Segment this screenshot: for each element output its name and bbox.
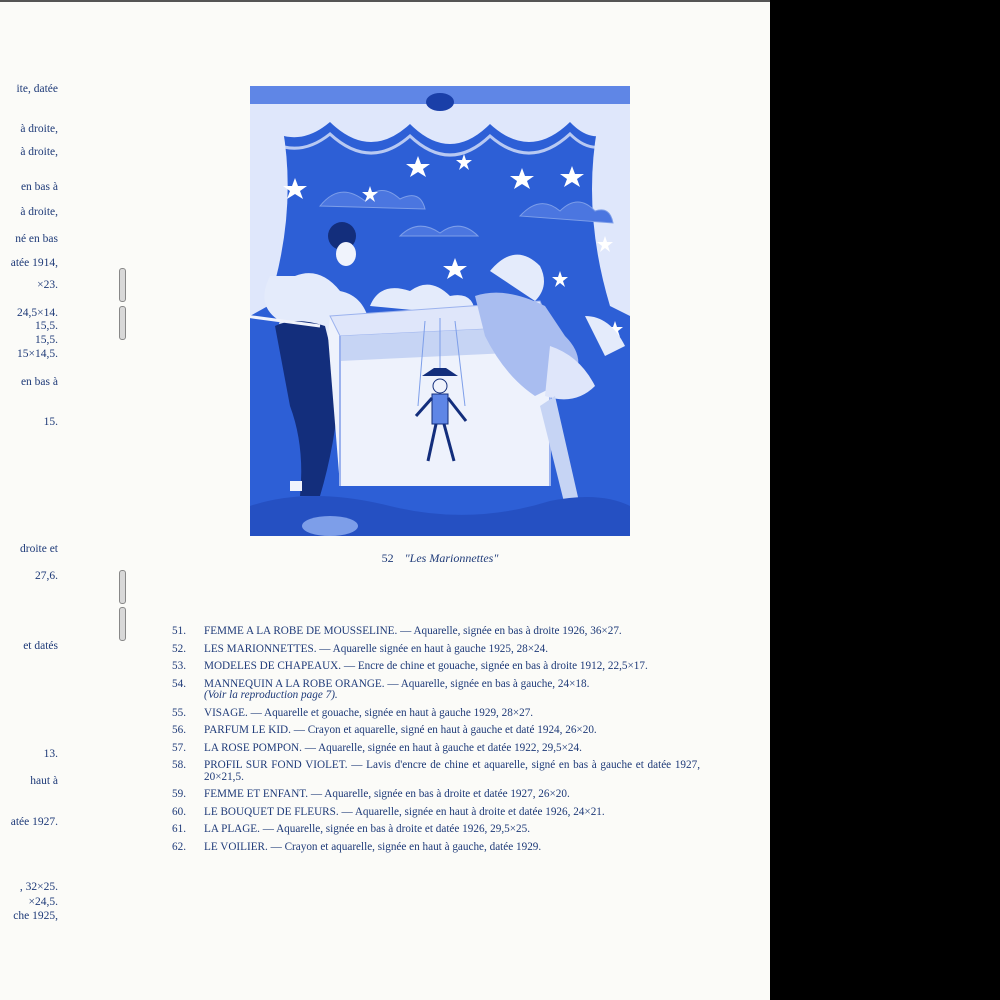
facing-page-fragment: 15,5. (35, 320, 58, 332)
facing-page-fragment: 15×14,5. (17, 348, 58, 360)
facing-page-fragment: 13. (43, 748, 58, 760)
facing-page-fragment: atée 1914, (10, 257, 58, 269)
catalogue-entry (172, 626, 700, 638)
entry-number: 59. (172, 788, 186, 800)
staple (119, 607, 126, 641)
entry-text (204, 789, 700, 801)
facing-page-fragment: , 32×25. (19, 881, 58, 893)
marionnettes-illustration (250, 86, 630, 536)
entry-text (204, 824, 700, 836)
entry-text (204, 626, 700, 638)
facing-page-fragment: ite, datée (16, 83, 58, 95)
entry-description: — Aquarelle signée en haut à gauche 1925, 28×24. (316, 642, 549, 655)
catalogue-entry (172, 760, 700, 783)
facing-page-text-fragments (0, 0, 70, 1000)
facing-page-fragment: 24,5×14. (17, 307, 58, 319)
facing-page-fragment: ×24,5. (28, 896, 58, 908)
facing-page-fragment: à droite, (20, 206, 58, 218)
entry-title: VISAGE. (204, 706, 248, 719)
catalogue-entry (172, 725, 700, 737)
entry-text (204, 725, 700, 737)
facing-page-fragment: et datés (23, 640, 58, 652)
entry-title: MODELES DE CHAPEAUX. (204, 660, 342, 672)
catalogue-entries (172, 626, 700, 859)
entry-number: 57. (172, 741, 186, 754)
catalogue-entry (172, 743, 700, 755)
entry-title: LA PLAGE. (204, 823, 260, 835)
catalogue-entry (172, 842, 700, 854)
entry-title: PROFIL SUR FOND VIOLET. (204, 759, 348, 771)
facing-page-fragment: ×23. (37, 279, 58, 291)
entry-number: 62. (172, 840, 186, 853)
facing-page-fragment: che 1925, (13, 910, 58, 922)
catalogue-entry (172, 807, 700, 819)
entry-title: LE BOUQUET DE FLEURS. (204, 805, 339, 818)
facing-page-fragment: né en bas (15, 233, 58, 245)
entry-text (204, 644, 700, 656)
entry-number: 53. (172, 660, 186, 672)
facing-page-fragment: 15. (43, 416, 58, 428)
facing-page-fragment: 15,5. (35, 334, 58, 346)
entry-number: 55. (172, 706, 186, 719)
entry-number: 56. (172, 724, 186, 736)
facing-page-fragment: droite et (20, 543, 58, 555)
entry-description: — Crayon et aquarelle, signé en haut à gauche et daté 1924, 26×20. (290, 724, 597, 736)
entry-description: — Aquarelle, signée en bas à droite 1926, 36×27. (397, 625, 622, 637)
catalogue-entry (172, 824, 700, 836)
facing-page-fragment: haut à (30, 775, 58, 787)
entry-number: 54. (172, 677, 186, 690)
entry-title: LES MARIONNETTES. (204, 642, 317, 655)
entry-description: — Aquarelle, signée en bas à droite et datée 1926, 29,5×25. (259, 823, 531, 835)
entry-description: — Aquarelle, signée en bas à gauche, 24×18. (384, 677, 590, 690)
entry-text (204, 708, 700, 720)
page-top-edge (0, 0, 770, 2)
entry-description: — Aquarelle et gouache, signée en haut à gauche 1929, 28×27. (247, 706, 534, 719)
entry-description: — Crayon et aquarelle, signée en haut à gauche, datée 1929. (267, 840, 542, 853)
facing-page-fragment: en bas à (20, 181, 58, 193)
entry-description: — Encre de chine et gouache, signée en bas à droite 1912, 22,5×17. (341, 660, 648, 672)
entry-title: LE VOILIER. (204, 840, 268, 853)
catalogue-entry (172, 708, 700, 720)
entry-description: — Lavis d'encre de chine et aquarelle, signé en bas à gauche et datée 1927, 20×21,5. (204, 759, 700, 783)
caption-title: "Les Marionnettes" (404, 551, 499, 565)
entry-text (204, 807, 700, 819)
facing-page-fragment: 27,6. (35, 570, 58, 582)
staple (119, 570, 126, 604)
catalogue-entry (172, 661, 700, 673)
entry-description: — Aquarelle, signée en bas à droite et datée 1927, 26×20. (308, 788, 570, 800)
catalogue-entry (172, 789, 700, 801)
facing-page-fragment: en bas à (20, 376, 58, 388)
entry-description: — Aquarelle, signée en haut à droite et datée 1926, 24×21. (338, 805, 605, 818)
entry-title: MANNEQUIN A LA ROBE ORANGE. (204, 677, 385, 690)
staple (119, 268, 126, 302)
facing-page-fragment: atée 1927. (10, 816, 58, 828)
catalogue-entry (172, 679, 700, 702)
entry-text (204, 661, 700, 673)
entry-number: 58. (172, 759, 186, 771)
entry-title: FEMME A LA ROBE DE MOUSSELINE. (204, 625, 398, 637)
entry-number: 52. (172, 642, 186, 655)
catalogue-entry (172, 644, 700, 656)
facing-page-fragment: à droite, (20, 123, 58, 135)
entry-description: — Aquarelle, signée en haut à gauche et datée 1922, 29,5×24. (301, 741, 582, 754)
entry-title: LA ROSE POMPON. (204, 741, 302, 754)
entry-text (204, 679, 700, 702)
entry-title: FEMME ET ENFANT. (204, 788, 309, 800)
entry-title: PARFUM LE KID. (204, 724, 291, 736)
entry-number: 51. (172, 625, 186, 637)
entry-text (204, 743, 700, 755)
entry-text (204, 842, 700, 854)
entry-note: (Voir la reproduction page 7). (204, 689, 338, 701)
illustration-caption (250, 551, 630, 566)
staple (119, 306, 126, 340)
entry-number: 61. (172, 823, 186, 835)
entry-text (204, 760, 700, 783)
caption-number: 52 (381, 551, 394, 565)
facing-page-fragment: à droite, (20, 146, 58, 158)
entry-number: 60. (172, 805, 186, 818)
